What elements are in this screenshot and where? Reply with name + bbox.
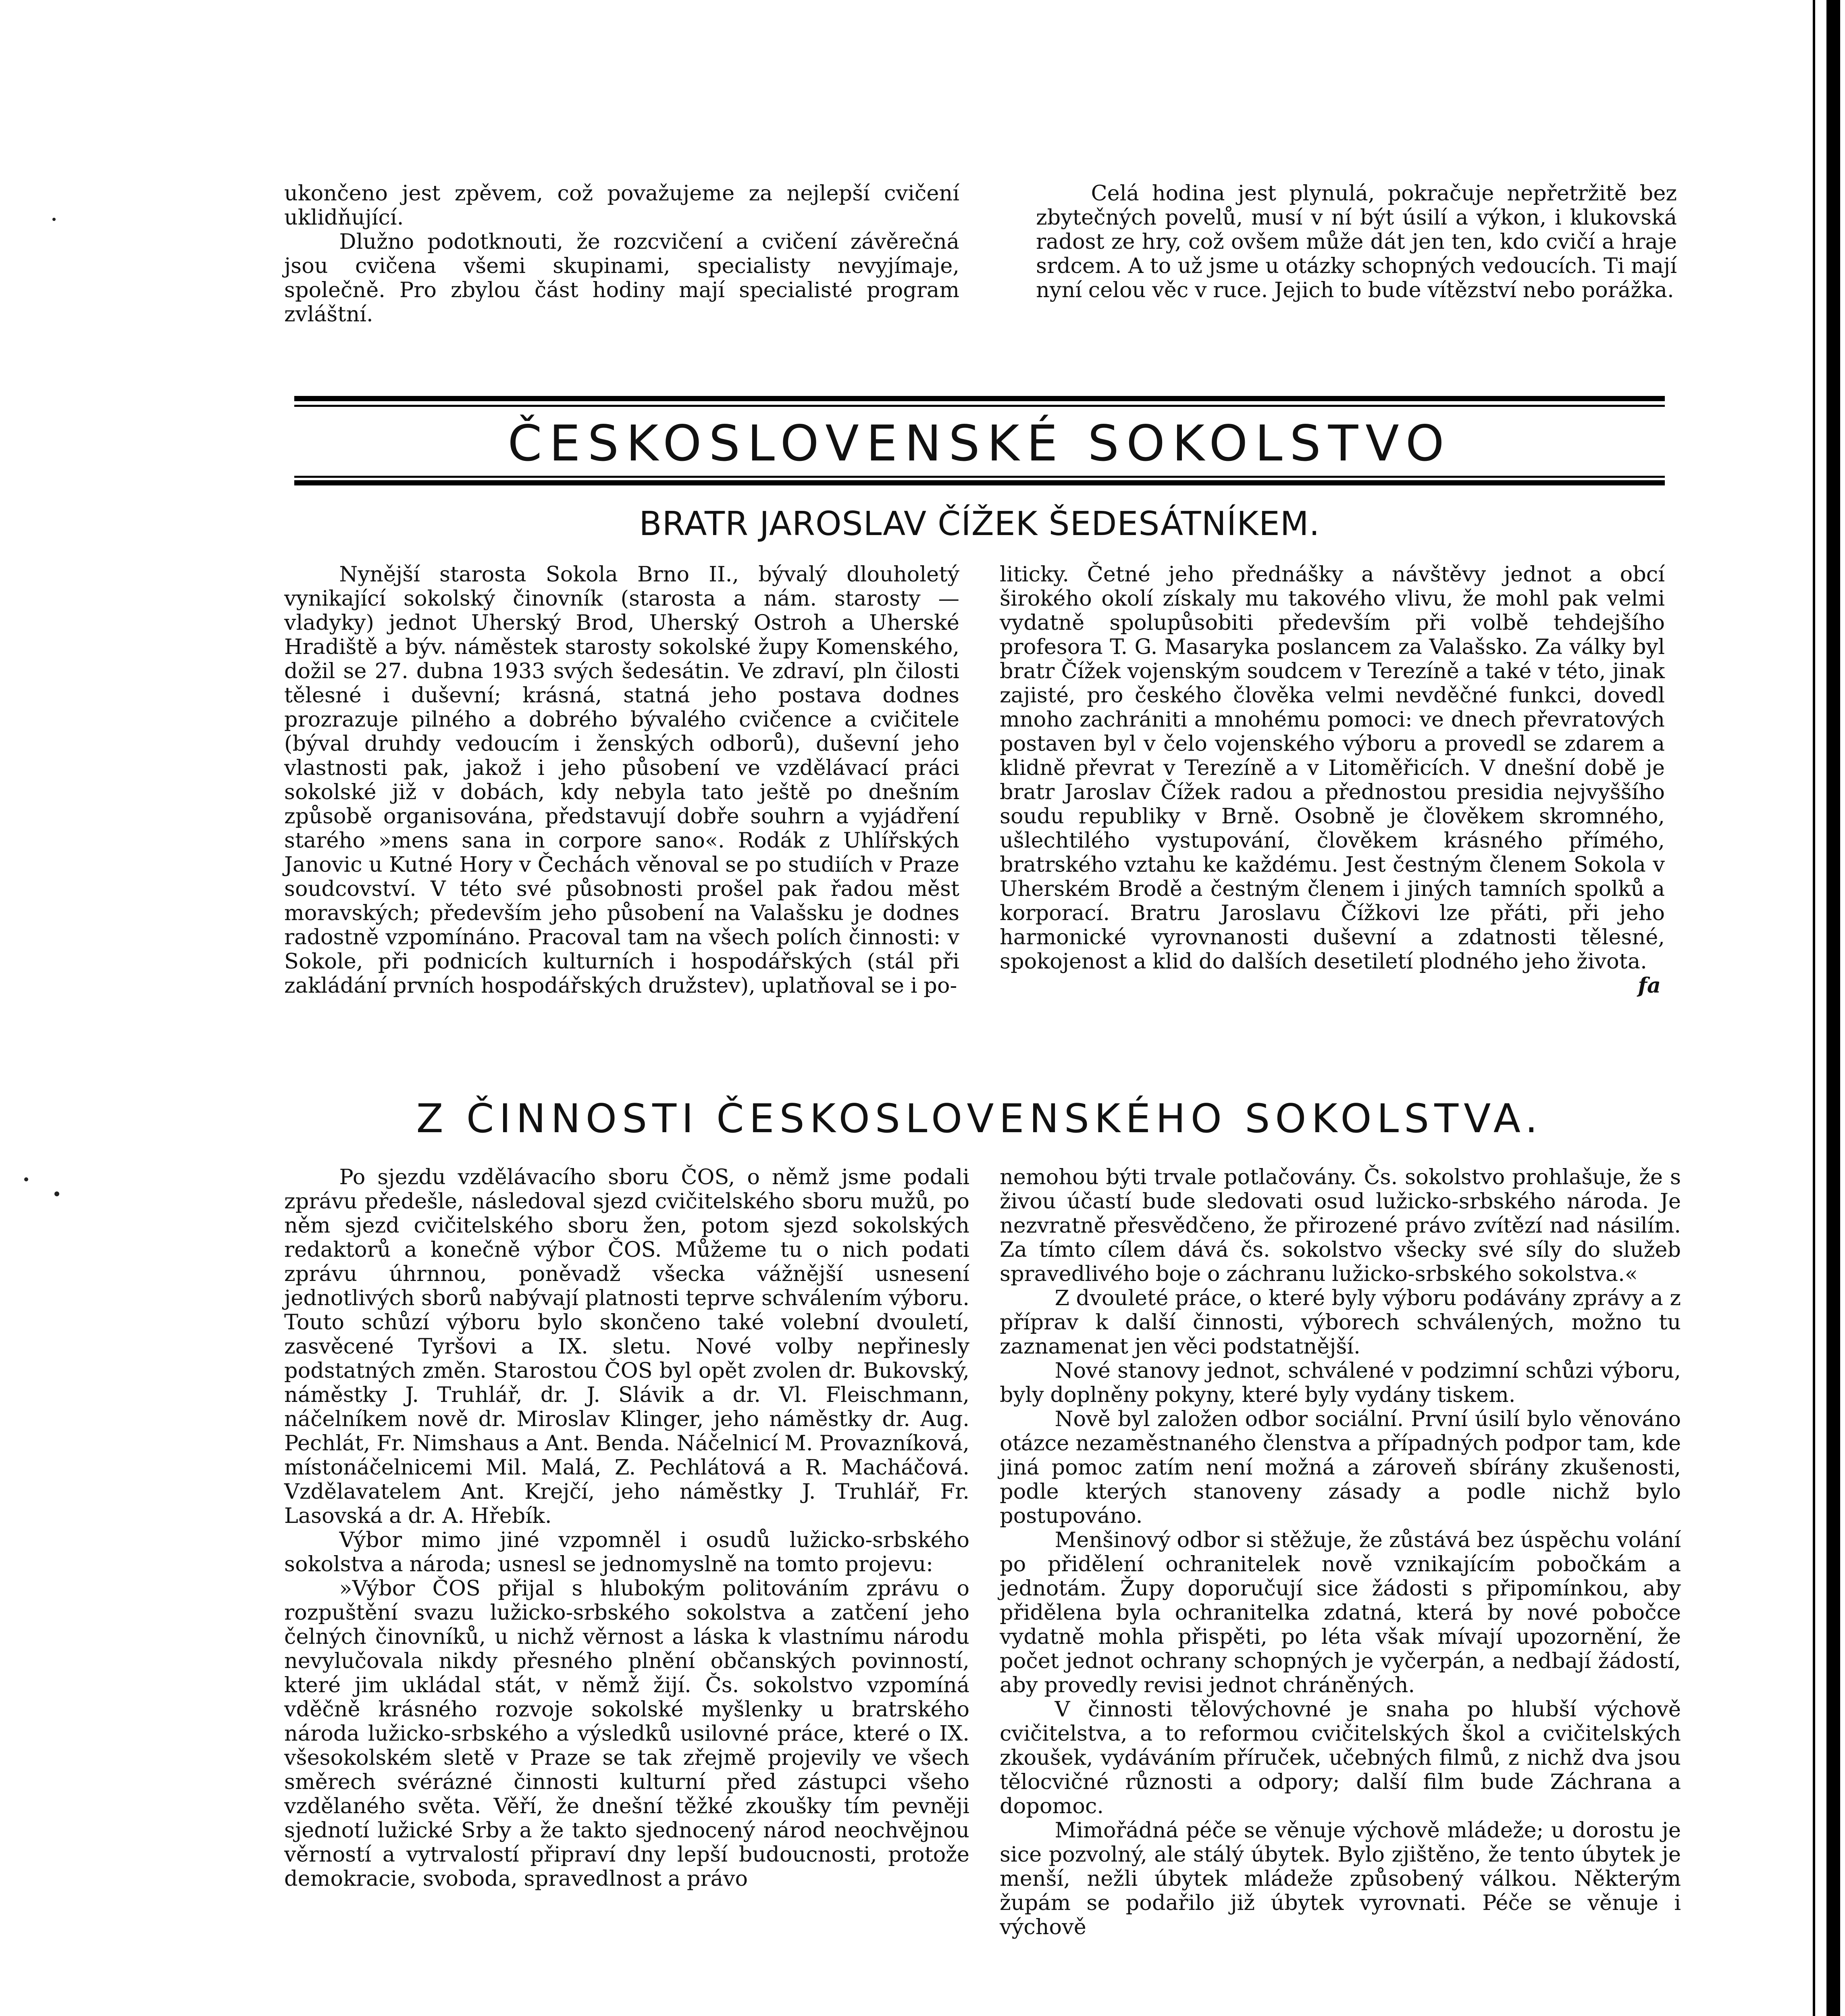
top-left-column <box>284 181 959 327</box>
top-left-paragraph-2: Dlužno podotknouti, že rozcvičení a cvičení závěrečná jsou cvičena všemi skupinami, specialisty nevyjímaje, společně. Pro zbylou část hodiny mají specialisté program zvláštní. <box>284 229 959 327</box>
article-cinnost-right-paragraph-1: nemohou býti trvale potlačovány. Čs. sokolstvo prohlašuje, že s živou účastí bude sledovati osud lužicko-srbského národa. Je nezvratně přesvědčeno, že přirozené právo zvítězí nad násilím. Za tímto cílem dává čs. sokolstvo všecky své síly do služeb spravedlivého boje o záchranu lužicko-srbského sokolstva.« <box>1000 1165 1681 1286</box>
article-cizek-right-paragraph-1 <box>1000 562 1665 998</box>
article-cinnost-right-paragraph-2: Z dvouleté práce, o které byly výboru podávány zprávy a z příprav k další činnosti, výborech schválených, možno tu zaznamenat jen věci podstatnější. <box>1000 1286 1681 1359</box>
article-cizek-left-column <box>284 562 959 998</box>
article-cinnost-left-paragraph-1: Po sjezdu vzdělávacího sboru ČOS, o němž jsme podali zprávu předešle, následoval sjezd cvičitelského sboru mužů, po něm sjezd cvičitelského sboru žen, potom sjezd sokolských redaktorů a konečně výbor ČOS. Můžeme tu o nich podati zprávu úhrnnou, poněvadž všecka vážnější usnesení jednotlivých sborů nabývají platnosti teprve schválením výboru. Touto schůzí výboru bylo skončeno také volební dvouletí, zasvěcené Tyršovi a IX. sletu. Nové volby nepřinesly podstatných změn. Starostou ČOS byl opět zvolen dr. Bukovský, náměstky J. Truhlář, dr. J. Slávik a dr. Vl. Fleischmann, náčelníkem nově dr. Miroslav Klinger, jeho náměstky dr. Aug. Pechlát, Fr. Nimshaus a Ant. Benda. Náčelnicí M. Provazníková, místonáčelnicemi Mil. Malá, Z. Pechlátová a R. Macháčová. Vzdělavatelem Ant. Krejčí, jeho náměstky J. Truhlář, Fr. Lasovská a dr. A. Hřebík. <box>284 1165 969 1528</box>
article-cinnost-left-paragraph-3: »Výbor ČOS přijal s hlubokým politováním zprávu o rozpuštění svazu lužicko-srbského sokolstva a zatčení jeho čelných činovníků, u nichž věrnost a láska k vlastnímu národu nevylučovala nikdy přesného plnění občanských povinností, které jim ukládal stát, v němž žijí. Čs. sokolstvo vzpomíná vděčně krásného rozvoje sokolské myšlenky u bratrského národa lužicko-srbského a výsledků usilovné práce, které o IX. všesokolském sletě v Praze se tak zřejmě projevily ve všech směrech svérázné činnosti kulturní před zástupci všeho vzdělaného světa. Věří, že dnešní těžké zkoušky tím pevněji sjednotí lužické Srby a že takto sjednocený národ neochvějnou věrností a vytrvalostí připraví dny lepší budoucnosti, protože demokracie, svoboda, spravedlnost a právo <box>284 1576 969 1891</box>
article-cinnost-right-paragraph-6: V činnosti tělovýchovné je snaha po hlubší výchově cvičitelstva, a to reformou cvičitelských škol a cvičitelských zkoušek, vydáváním příruček, učebných filmů, z nichž dva jsou tělocvičné různosti a odpory; další film bude Záchrana a dopomoc. <box>1000 1697 1681 1818</box>
top-right-paragraph-1: Celá hodina jest plynulá, pokračuje nepřetržitě bez zbytečných povelů, musí v ní být úsilí a výkon, i klukovská radost ze hry, což ovšem může dát jen ten, kdo cvičí a hraje srdcem. A to už jsme u otázky schopných vedoucích. Ti mají nyní celou věc v ruce. Jejich to bude vítězství nebo porážka. <box>1036 181 1677 302</box>
top-right-column <box>1036 181 1677 302</box>
section-rule-bottom-thick <box>294 480 1665 485</box>
scan-speck <box>24 1177 28 1181</box>
article-cinnost-right-paragraph-4: Nově byl založen odbor sociální. První úsilí bylo věnováno otázce nezaměstnaného členstva a případných podpor tam, kde jiná pomoc zatím není možná a zároveň sbírány zkušenosti, podle kterých stanoveny zásady a podle nichž bylo postupováno. <box>1000 1407 1681 1528</box>
article-cizek-right-column <box>1000 562 1665 998</box>
article-cinnost-right-paragraph-3: Nové stanovy jednot, schválené v podzimní schůzi výboru, byly doplněny pokyny, které byly vydány tiskem. <box>1000 1358 1681 1407</box>
article-cizek-right-text: liticky. Četné jeho přednášky a návštěvy jednot a obcí širokého okolí získaly mu takového vlivu, že mohl pak velmi vydatně spolupůsobiti především při volbě tehdejšího profesora T. G. Masaryka poslancem za Valašsko. Za války byl bratr Čížek vojenským soudcem v Terezíně a také v této, jinak zajisté, pro českého člověka velmi nevděčné funkci, dovedl mnoho zachrániti a mnohému pomoci: ve dnech převratových postaven byl v čelo vojenského výboru a provedl se zdarem a klidně převrat v Terezíně a v Litoměřicích. V dnešní době je bratr Jaroslav Čížek radou a přednostou presidia nejvyššího soudu republiky v Brně. Osobně je člověkem skromného, ušlechtilého vystupování, člověkem krásného přímého, bratrského vztahu ke každému. Jest čestným členem Sokola v Uherském Brodě a čestným členem i jiných tamních spolků a korporací. Bratru Jaroslavu Čížkovi lze přáti, při jeho harmonické vyrovnanosti duševní a zdatnosti tělesné, spokojenost a klid do dalších desetiletí plodného jeho života. <box>1000 562 1665 974</box>
article-cinnost-left-paragraph-2: Výbor mimo jiné vzpomněl i osudů lužicko-srbského sokolstva a národa; usnesl se jednomyslně na tomto projevu: <box>284 1528 969 1577</box>
article-cizek-left-paragraph-1: Nynější starosta Sokola Brno II., bývalý dlouholetý vynikající sokolský činovník (starosta a nám. starosty — vladyky) jednot Uherský Brod, Uherský Ostroh a Uherské Hradiště a býv. náměstek starosty sokolské župy Komenského, dožil se 27. dubna 1933 svých šedesátin. Ve zdraví, pln čilosti tělesné i duševní; krásná, statná jeho postava dodnes prozrazuje pilného a dobrého bývalého cvičence a cvičitele (býval druhdy vedoucím i ženských odborů), duševní jeho vlastnosti pak, jakož i jeho působení ve vzdělávací práci sokolské již v dobách, kdy nebyla tato ještě po dnešním způsobě organisována, představují dobře souhrn a vyjádření starého »mens sana in corpore sano«. Rodák z Uhlířských Janovic u Kutné Hory v Čechách věnoval se po studiích v Praze soudcovství. V této své působnosti prošel pak řadou měst moravských; především jeho působení na Valašsku je dodnes radostně vzpomínáno. Pracoval tam na všech polích činnosti: v Sokole, při podnicích kulturních i hospodářských (stál při zakládání prvních hospodářských družstev), uplatňoval se i po- <box>284 562 959 998</box>
scan-border-right-inner <box>1813 0 1815 2016</box>
article-cinnost-left-column <box>284 1165 969 1891</box>
section-rule-bottom-thin <box>294 476 1665 478</box>
article-cinnost-right-column <box>1000 1165 1681 1939</box>
article-cinnost-title: Z ČINNOSTI ČESKOSLOVENSKÉHO SOKOLSTVA. <box>416 1096 1543 1142</box>
section-title: ČESKOSLOVENSKÉ SOKOLSTVO <box>508 415 1452 472</box>
section-rule-top-thick <box>294 396 1665 401</box>
top-left-paragraph-1: ukončeno jest zpěvem, což považujeme za nejlepší cvičení uklidňující. <box>284 181 959 230</box>
article-cizek-signature: fa <box>1638 973 1661 998</box>
article-cinnost-right-paragraph-7: Mimořádná péče se věnuje výchově mládeže; u dorostu je sice pozvolný, ale stálý úbytek. Bylo zjištěno, že tento úbytek je menší, nežli úbytek mládeže způsobený válkou. Některým župám se podařilo již úbytek vyrovnati. Péče se věnuje i výchově <box>1000 1818 1681 1939</box>
article-cinnost-right-paragraph-5: Menšinový odbor si stěžuje, že zůstává bez úspěchu volání po přidělení ochranitelek nově vznikajícím pobočkám a jednotám. Župy doporučují sice žádosti s připomínkou, aby přidělena byla ochranitelka zdatná, která by nové pobočce vydatně mohla přispěti, po léta však mívají upozornění, že počet jednot ochrany schopných je vyčerpán, a nedbají žádostí, aby provedly revisi jednot chráněných. <box>1000 1528 1681 1697</box>
scan-speck <box>54 1191 59 1196</box>
scan-speck <box>52 218 56 221</box>
section-rule-top-thin <box>294 405 1665 407</box>
scan-border-right <box>1826 0 1840 2016</box>
article-cizek-title: BRATR JAROSLAV ČÍŽEK ŠEDESÁTNÍKEM. <box>639 505 1320 543</box>
